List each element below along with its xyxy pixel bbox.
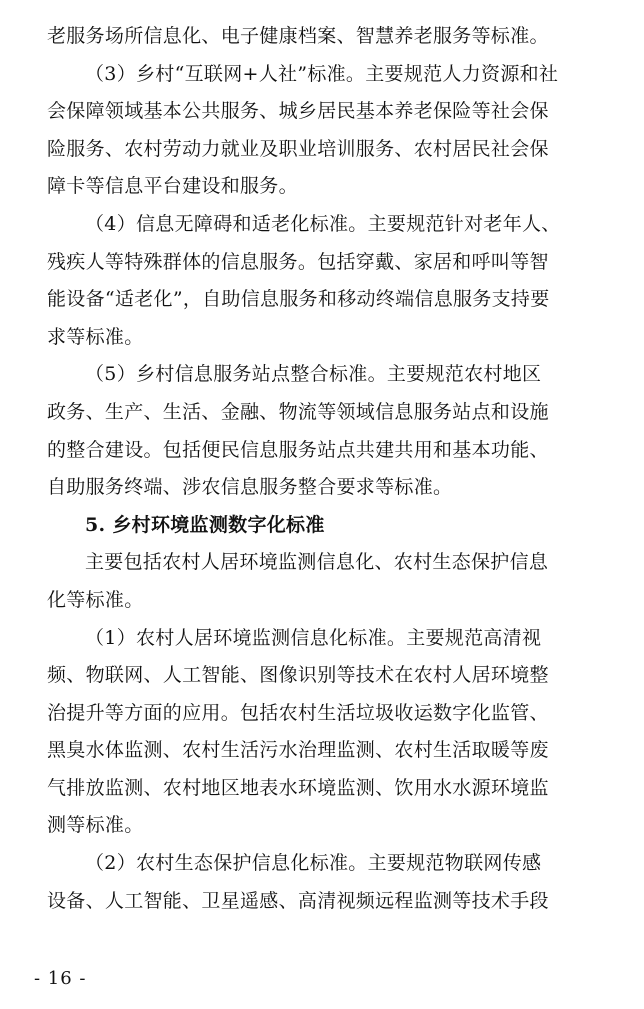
paragraph-3-start: （3）乡村“互联网+人社”标准。主要规范人力资源和社: [85, 62, 559, 85]
body-line-4: 险服务、农村劳动力就业及职业培训服务、农村居民社会保: [47, 137, 549, 160]
body-line-19: 治提升等方面的应用。包括农村生活垃圾收运数字化监管、: [47, 701, 549, 724]
paragraph-4-start: （4）信息无障碍和适老化标准。主要规范针对老年人、: [85, 212, 561, 235]
page-number: - 16 -: [34, 968, 87, 989]
body-line-8: 能设备“适老化”，自助信息服务和移动终端信息服务支持要: [47, 288, 550, 311]
body-line-12: 的整合建设。包括便民信息服务站点共建共用和基本功能、: [47, 438, 549, 461]
body-line-21: 气排放监测、农村地区地表水环境监测、饮用水水源环境监: [47, 776, 549, 799]
paragraph-env-1-start: （1）农村人居环境监测信息化标准。主要规范高清视: [85, 626, 542, 649]
paragraph-env-2-start: （2）农村生态保护信息化标准。主要规范物联网传感: [85, 852, 542, 875]
document-body: [47, 18, 603, 920]
body-line-5: 障卡等信息平台建设和服务。: [47, 175, 298, 198]
body-line-24: 设备、人工智能、卫星遥感、高清视频远程监测等技术手段: [47, 889, 549, 912]
body-line-11: 政务、生产、生活、金融、物流等领域信息服务站点和设施: [47, 400, 549, 423]
body-line-7: 残疾人等特殊群体的信息服务。包括穿戴、家居和呼叫等智: [47, 250, 549, 273]
body-line-1: 老服务场所信息化、电子健康档案、智慧养老服务等标准。: [47, 25, 549, 47]
paragraph-5-start: （5）乡村信息服务站点整合标准。主要规范农村地区: [85, 363, 542, 386]
body-line-20: 黑臭水体监测、农村生活污水治理监测、农村生活取暖等废: [47, 739, 549, 762]
body-line-22: 测等标准。: [47, 814, 144, 837]
body-line-13: 自助服务终端、涉农信息服务整合要求等标准。: [47, 476, 453, 499]
body-line-9: 求等标准。: [47, 325, 144, 348]
body-line-16: 化等标准。: [47, 588, 144, 611]
body-line-18: 频、物联网、人工智能、图像识别等技术在农村人居环境整: [47, 664, 549, 687]
section-intro-start: 主要包括农村人居环境监测信息化、农村生态保护信息: [85, 551, 549, 574]
section-heading: 5. 乡村环境监测数字化标准: [85, 513, 325, 536]
body-line-3: 会保障领域基本公共服务、城乡居民基本养老保险等社会保: [47, 100, 549, 123]
